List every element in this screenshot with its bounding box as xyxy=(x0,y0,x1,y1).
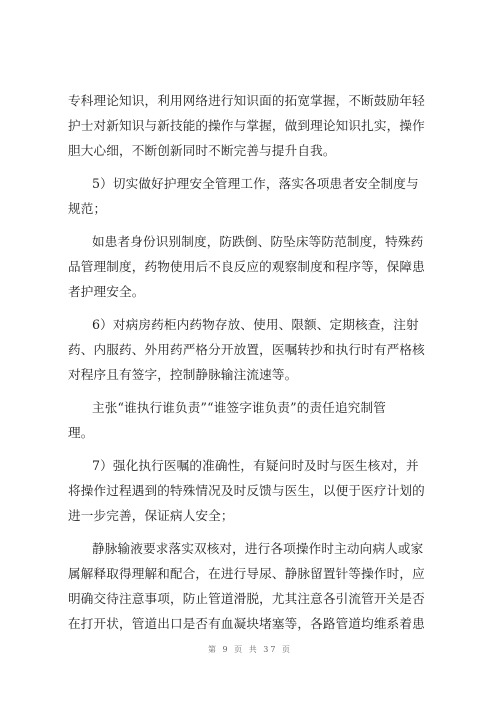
text-line: 主张“谁执行谁负责”“谁签字谁负责”的责任追究制管 xyxy=(92,400,386,415)
text-line: 属解释取得理解和配合，在进行导尿、静脉留置针等操作时，应 xyxy=(68,566,425,581)
text-line: 在打开状，管道出口是否有血凝块堵塞等，各路管道均维系着患 xyxy=(68,616,425,631)
text-line: 护士对新知识与新技能的操作与掌握，做到理论知识扎实，操作 xyxy=(68,118,425,133)
text-line: 品管理制度，药物使用后不良反应的观察制度和程序等，保障患 xyxy=(68,259,425,274)
paragraph-gap xyxy=(68,304,440,312)
paragraph-gap xyxy=(68,163,440,171)
text-line: 明确交待注意事项，防止管道滑脱，尤其注意各引流管开关是否 xyxy=(68,591,425,606)
text-line: 药、内服药、外用药严格分开放置，医嘱转抄和执行时有严格核 xyxy=(68,342,425,357)
text-line: 专科理论知识，利用网络进行知识面的拓宽掌握，不断鼓励年轻 xyxy=(68,93,425,108)
text-line: 胆大心细，不断创新同时不断完善与提升自我。 xyxy=(68,143,336,158)
text-line: 6）对病房药柜内药物存放、使用、限额、定期核查，注射 xyxy=(92,317,419,332)
text-line: 规范； xyxy=(68,201,107,216)
paragraph-gap xyxy=(68,387,440,395)
paragraph-gap xyxy=(68,445,440,453)
text-line: 对程序且有签字，控制静脉输注流速等。 xyxy=(68,367,298,382)
text-line: 进一步完善，保证病人安全； xyxy=(68,508,234,523)
text-line: 5）切实做好护理安全管理工作，落实各项患者安全制度与 xyxy=(92,176,419,191)
document-body xyxy=(68,88,440,636)
paragraph-gap xyxy=(68,528,440,536)
text-line: 7）强化执行医嘱的准确性，有疑问时及时与医生核对，并 xyxy=(92,458,419,473)
text-line: 将操作过程遇到的特殊情况及时反馈与医生，以便于医疗计划的 xyxy=(68,483,425,498)
page-number-footer: 第 9 页 共 37 页 xyxy=(208,645,292,654)
text-line: 理。 xyxy=(68,425,94,440)
paragraph-gap xyxy=(68,221,440,229)
text-line: 静脉输液要求落实双核对，进行各项操作时主动向病人或家 xyxy=(92,541,424,556)
text-line: 者护理安全。 xyxy=(68,284,145,299)
text-line: 如患者身份识别制度，防跌倒、防坠床等防范制度，特殊药 xyxy=(92,234,424,249)
